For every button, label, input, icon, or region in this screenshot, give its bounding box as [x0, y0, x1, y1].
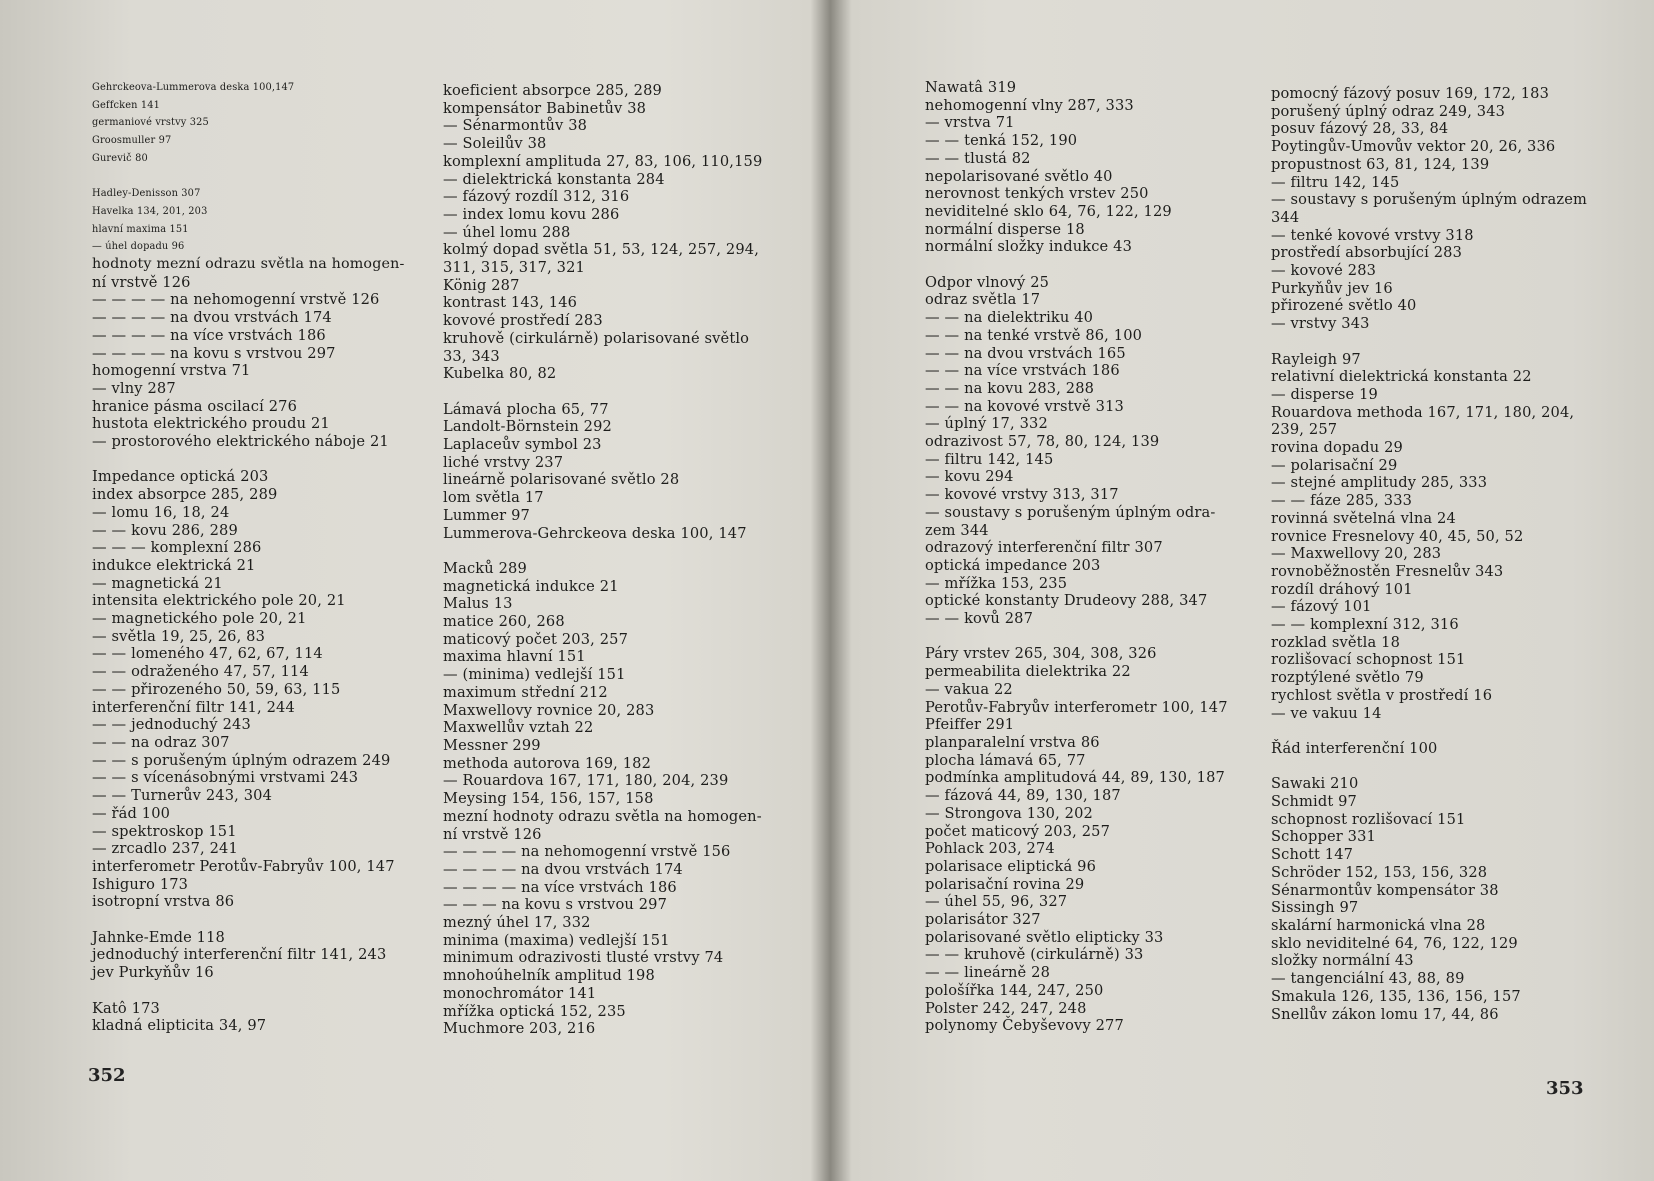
- index-entry: kovové prostředí 283: [443, 312, 603, 330]
- index-entry: Páry vrstev 265, 304, 308, 326: [925, 645, 1157, 663]
- index-entry: mezní hodnoty odrazu světla na homogen-: [443, 807, 762, 825]
- index-entry: prostředí absorbující 283: [1271, 244, 1463, 262]
- index-entry: — lomu 16, 18, 24: [92, 503, 230, 521]
- section-gap: [925, 256, 1228, 274]
- index-column: [443, 82, 762, 1038]
- index-column: [92, 79, 404, 1035]
- index-entry: — vakua 22: [925, 680, 1013, 698]
- index-entry: jev Purkyňův 16: [92, 964, 214, 982]
- index-entry: — soustavy s porušeným úplným odrazem: [1271, 191, 1588, 209]
- index-entry: nerovnost tenkých vrstev 250: [925, 185, 1149, 203]
- index-entry: — — kovů 287: [925, 610, 1034, 628]
- index-entry: — — na kovové vrstvě 313: [925, 397, 1124, 415]
- index-entry: nehomogenní vlny 287, 333: [925, 96, 1134, 114]
- index-entry: Purkyňův jev 16: [1271, 279, 1393, 297]
- index-entry: koeficient absorpce 285, 289: [443, 82, 662, 99]
- index-entry: Messner 299: [443, 736, 541, 754]
- index-entry: index absorpce 285, 289: [92, 486, 278, 504]
- index-entry: Schopper 331: [1271, 828, 1376, 846]
- index-entry: — kovové vrstvy 313, 317: [925, 486, 1119, 504]
- index-entry: optické konstanty Drudeovy 288, 347: [925, 592, 1208, 610]
- index-entry: monochromátor 141: [443, 984, 597, 1002]
- index-entry: hlavní maxima 151: [92, 223, 189, 235]
- index-entry: — — na dielektriku 40: [925, 309, 1094, 327]
- index-entry: Laplaceův symbol 23: [443, 436, 602, 454]
- index-entry: germaniové vrstvy 325: [92, 117, 209, 129]
- section-gap: [92, 168, 404, 186]
- index-entry: indukce elektrická 21: [92, 556, 256, 574]
- index-entry: rovinná světelná vlna 24: [1271, 509, 1456, 527]
- index-entry: — úhel 55, 96, 327: [925, 893, 1068, 911]
- index-entry: Ishiguro 173: [92, 875, 189, 893]
- index-entry: — — — komplexní 286: [92, 539, 262, 557]
- index-entry: — — odraženého 47, 57, 114: [92, 663, 309, 681]
- section-gap: [92, 982, 404, 1000]
- index-entry: — řád 100: [92, 804, 171, 822]
- index-entry: — vrstva 71: [925, 114, 1015, 132]
- index-entry: maticový počet 203, 257: [443, 630, 629, 648]
- index-entry: Meysing 154, 156, 157, 158: [443, 790, 654, 808]
- index-entry: nepolarisované světlo 40: [925, 167, 1113, 185]
- index-entry: — — — — na kovu s vrstvou 297: [92, 344, 336, 362]
- index-entry: Sénarmontův kompensátor 38: [1271, 881, 1499, 899]
- index-entry: — — kruhově (cirkulárně) 33: [925, 946, 1144, 964]
- index-entry: rozlišovací schopnost 151: [1271, 651, 1466, 669]
- index-entry: — — na dvou vrstvách 165: [925, 344, 1126, 362]
- index-entry: Lummerova-Gehrckeova deska 100, 147: [443, 524, 747, 542]
- index-entry: ní vrstvě 126: [443, 825, 542, 843]
- index-entry: přirozené světlo 40: [1271, 297, 1417, 315]
- index-entry: Kubelka 80, 82: [443, 365, 557, 383]
- index-entry: — dielektrická konstanta 284: [443, 170, 665, 188]
- index-entry: interferenční filtr 141, 244: [92, 698, 295, 716]
- index-entry: — — lineárně 28: [925, 964, 1051, 982]
- index-entry: — vrstvy 343: [1271, 315, 1370, 333]
- index-entry: polynomy Čebyševovy 277: [925, 1017, 1124, 1035]
- index-entry: Groosmuller 97: [92, 135, 172, 147]
- index-entry: mřížka optická 152, 235: [443, 1002, 626, 1020]
- index-entry: pomocný fázový posuv 169, 172, 183: [1271, 85, 1550, 102]
- index-entry: — — Turnerův 243, 304: [92, 787, 273, 805]
- index-entry: — — na tenké vrstvě 86, 100: [925, 326, 1143, 344]
- index-entry: — fázová 44, 89, 130, 187: [925, 787, 1121, 805]
- index-entry: — — na odraz 307: [92, 733, 230, 751]
- index-entry: Rouardova methoda 167, 171, 180, 204,: [1271, 403, 1575, 421]
- index-entry: polarisované světlo elipticky 33: [925, 928, 1164, 946]
- index-entry: polarisátor 327: [925, 911, 1041, 929]
- index-entry: — filtru 142, 145: [925, 450, 1054, 468]
- index-entry: 344: [1271, 208, 1300, 226]
- index-entry: kontrast 143, 146: [443, 294, 578, 312]
- index-entry: — spektroskop 151: [92, 822, 237, 840]
- index-entry: rozdíl dráhový 101: [1271, 580, 1413, 598]
- index-entry: polarisace eliptická 96: [925, 857, 1097, 875]
- index-entry: kruhově (cirkulárně) polarisované světlo: [443, 329, 750, 347]
- index-entry: — tangenciální 43, 88, 89: [1271, 970, 1465, 988]
- index-entry: Poytingův-Umovův vektor 20, 26, 336: [1271, 138, 1556, 156]
- index-entry: jednoduchý interferenční filtr 141, 243: [92, 946, 387, 964]
- index-entry: — polarisační 29: [1271, 456, 1398, 474]
- index-column: [925, 79, 1228, 1035]
- index-entry: — ve vakuu 14: [1271, 704, 1382, 722]
- index-entry: — magnetického pole 20, 21: [92, 610, 307, 628]
- index-entry: Nawatâ 319: [925, 79, 1017, 96]
- index-entry: porušený úplný odraz 249, 343: [1271, 102, 1506, 120]
- index-entry: Hadley-Denisson 307: [92, 188, 201, 200]
- index-entry: hranice pásma oscilací 276: [92, 397, 298, 415]
- index-entry: Sawaki 210: [1271, 775, 1359, 793]
- index-entry: skalární harmonická vlna 28: [1271, 917, 1486, 934]
- index-entry: — — — — na více vrstvách 186: [443, 878, 677, 896]
- index-entry: Muchmore 203, 216: [443, 1020, 596, 1038]
- index-entry: neviditelné sklo 64, 76, 122, 129: [925, 202, 1172, 220]
- index-entry: rovnice Fresnelovy 40, 45, 50, 52: [1271, 527, 1524, 545]
- index-entry: — — s vícenásobnými vrstvami 243: [92, 769, 359, 787]
- section-gap: [925, 628, 1228, 646]
- page-number: 353: [1546, 1078, 1584, 1099]
- index-entry: Schott 147: [1271, 846, 1354, 864]
- index-column: [1271, 85, 1587, 1023]
- index-entry: Pfeiffer 291: [925, 716, 1015, 734]
- index-entry: lom světla 17: [443, 489, 544, 507]
- index-entry: — — přirozeného 50, 59, 63, 115: [92, 680, 341, 698]
- index-entry: — úplný 17, 332: [925, 415, 1048, 433]
- index-entry: posuv fázový 28, 33, 84: [1271, 120, 1449, 138]
- index-entry: složky normální 43: [1271, 952, 1414, 970]
- index-entry: — Rouardova 167, 171, 180, 204, 239: [443, 772, 729, 790]
- index-entry: matice 260, 268: [443, 613, 565, 631]
- index-entry: Landolt-Börnstein 292: [443, 418, 612, 436]
- index-entry: Řád interferenční 100: [1271, 739, 1438, 757]
- index-entry: — Sénarmontův 38: [443, 117, 588, 135]
- index-entry: — — s porušeným úplným odrazem 249: [92, 751, 391, 769]
- index-entry: — fázový rozdíl 312, 316: [443, 188, 630, 206]
- index-entry: 239, 257: [1271, 421, 1338, 439]
- index-entry: — — fáze 285, 333: [1271, 492, 1413, 510]
- section-gap: [1271, 333, 1587, 351]
- index-entry: — filtru 142, 145: [1271, 173, 1400, 191]
- index-entry: isotropní vrstva 86: [92, 893, 235, 911]
- index-entry: Snellův zákon lomu 17, 44, 86: [1271, 1005, 1499, 1023]
- index-entry: rovina dopadu 29: [1271, 439, 1403, 457]
- index-entry: — — lomeného 47, 62, 67, 114: [92, 645, 323, 663]
- index-entry: Lummer 97: [443, 506, 530, 524]
- index-entry: — světla 19, 25, 26, 83: [92, 627, 266, 645]
- index-entry: Sissingh 97: [1271, 899, 1359, 917]
- index-entry: — kovu 294: [925, 468, 1014, 486]
- right-page: [852, 0, 1654, 1181]
- index-entry: Schröder 152, 153, 156, 328: [1271, 863, 1488, 881]
- index-entry: ní vrstvě 126: [92, 273, 191, 291]
- index-entry: Jahnke-Emde 118: [92, 928, 225, 946]
- index-entry: — fázový 101: [1271, 598, 1372, 616]
- index-entry: Macků 289: [443, 559, 527, 577]
- index-entry: — Strongova 130, 202: [925, 804, 1093, 822]
- index-entry: 33, 343: [443, 347, 500, 365]
- index-entry: Gehrckeova-Lummerova deska 100,147: [92, 82, 295, 93]
- index-entry: propustnost 63, 81, 124, 139: [1271, 155, 1490, 173]
- index-entry: permeabilita dielektrika 22: [925, 663, 1131, 681]
- index-entry: Schmidt 97: [1271, 793, 1357, 811]
- index-entry: pološířka 144, 247, 250: [925, 981, 1104, 999]
- index-entry: Perotův-Fabryův interferometr 100, 147: [925, 698, 1228, 716]
- section-gap: [443, 383, 762, 401]
- index-entry: Lámavá plocha 65, 77: [443, 400, 609, 418]
- index-entry: — — — — na více vrstvách 186: [92, 326, 326, 344]
- index-entry: Havelka 134, 201, 203: [92, 205, 208, 217]
- index-entry: maximum střední 212: [443, 683, 608, 701]
- index-entry: — — na více vrstvách 186: [925, 362, 1120, 380]
- index-entry: — — tlustá 82: [925, 149, 1031, 167]
- index-entry: — — — na kovu s vrstvou 297: [443, 896, 668, 914]
- index-entry: methoda autorova 169, 182: [443, 754, 652, 772]
- index-entry: počet maticový 203, 257: [925, 822, 1111, 840]
- index-entry: komplexní amplituda 27, 83, 106, 110,159: [443, 152, 763, 170]
- index-entry: rozptýlené světlo 79: [1271, 669, 1424, 687]
- index-entry: — — tenká 152, 190: [925, 132, 1078, 150]
- index-entry: rovnoběžnostěn Fresnelův 343: [1271, 562, 1504, 580]
- section-gap: [1271, 758, 1587, 776]
- index-entry: schopnost rozlišovací 151: [1271, 810, 1466, 828]
- section-gap: [92, 911, 404, 929]
- index-entry: — zrcadlo 237, 241: [92, 840, 238, 858]
- index-entry: kompensátor Babinetův 38: [443, 99, 647, 117]
- index-entry: Gurevič 80: [92, 152, 148, 164]
- index-entry: — — komplexní 312, 316: [1271, 616, 1459, 634]
- index-entry: — stejné amplitudy 285, 333: [1271, 474, 1488, 492]
- index-entry: — — — — na nehomogenní vrstvě 156: [443, 843, 731, 861]
- index-entry: magnetická indukce 21: [443, 577, 619, 595]
- index-entry: podmínka amplitudová 44, 89, 130, 187: [925, 769, 1225, 787]
- index-entry: — disperse 19: [1271, 385, 1378, 403]
- index-entry: Odpor vlnový 25: [925, 273, 1050, 291]
- index-entry: — soustavy s porušeným úplným odra-: [925, 503, 1216, 521]
- index-entry: liché vrstvy 237: [443, 453, 564, 471]
- index-entry: Smakula 126, 135, 136, 156, 157: [1271, 987, 1521, 1005]
- index-entry: minima (maxima) vedlejší 151: [443, 931, 670, 949]
- index-entry: minimum odrazivosti tlusté vrstvy 74: [443, 949, 724, 967]
- index-entry: Rayleigh 97: [1271, 350, 1361, 368]
- index-entry: odraz světla 17: [925, 291, 1041, 309]
- index-entry: plocha lámavá 65, 77: [925, 751, 1086, 769]
- index-entry: Maxwellův vztah 22: [443, 719, 594, 737]
- index-entry: — — — — na nehomogenní vrstvě 126: [92, 291, 380, 309]
- index-entry: sklo neviditelné 64, 76, 122, 129: [1271, 934, 1518, 952]
- index-entry: mezný úhel 17, 332: [443, 914, 591, 932]
- index-entry: — — jednoduchý 243: [92, 716, 251, 734]
- index-entry: odrazový interferenční filtr 307: [925, 539, 1163, 557]
- index-entry: hustota elektrického proudu 21: [92, 415, 330, 433]
- index-entry: — úhel lomu 288: [443, 223, 571, 241]
- index-entry: rychlost světla v prostředí 16: [1271, 686, 1493, 704]
- index-entry: Polster 242, 247, 248: [925, 999, 1087, 1017]
- index-entry: mnohoúhelník amplitud 198: [443, 967, 655, 985]
- index-entry: — index lomu kovu 286: [443, 205, 620, 223]
- index-entry: Maxwellovy rovnice 20, 283: [443, 701, 655, 719]
- index-entry: — Maxwellovy 20, 283: [1271, 545, 1442, 563]
- section-gap: [1271, 722, 1587, 740]
- index-entry: zem 344: [925, 521, 989, 539]
- index-entry: — tenké kovové vrstvy 318: [1271, 226, 1474, 244]
- index-entry: kolmý dopad světla 51, 53, 124, 257, 294,: [443, 241, 760, 259]
- index-entry: optická impedance 203: [925, 556, 1101, 574]
- index-entry: — magnetická 21: [92, 574, 223, 592]
- index-entry: Malus 13: [443, 595, 513, 613]
- index-entry: lineárně polarisované světlo 28: [443, 471, 680, 489]
- index-entry: polarisační rovina 29: [925, 875, 1085, 893]
- index-entry: odrazivost 57, 78, 80, 124, 139: [925, 433, 1160, 451]
- index-entry: — Soleilův 38: [443, 135, 547, 153]
- index-entry: maxima hlavní 151: [443, 648, 586, 666]
- index-entry: planparalelní vrstva 86: [925, 733, 1100, 751]
- index-entry: — — — — na dvou vrstvách 174: [443, 860, 683, 878]
- index-entry: — úhel dopadu 96: [92, 241, 185, 253]
- index-entry: Geffcken 141: [92, 99, 161, 111]
- index-entry: — (minima) vedlejší 151: [443, 666, 626, 684]
- index-entry: — — kovu 286, 289: [92, 521, 238, 539]
- index-entry: Katô 173: [92, 999, 160, 1017]
- index-entry: relativní dielektrická konstanta 22: [1271, 368, 1532, 386]
- index-entry: 311, 315, 317, 321: [443, 259, 585, 277]
- index-entry: — prostorového elektrického náboje 21: [92, 433, 389, 451]
- index-entry: — mřížka 153, 235: [925, 574, 1068, 592]
- index-entry: hodnoty mezní odrazu světla na homogen-: [92, 256, 405, 273]
- index-entry: kladná elipticita 34, 97: [92, 1017, 267, 1035]
- index-entry: normální disperse 18: [925, 220, 1085, 238]
- index-entry: — — — — na dvou vrstvách 174: [92, 309, 332, 327]
- index-entry: interferometr Perotův-Fabryův 100, 147: [92, 857, 395, 875]
- index-entry: Impedance optická 203: [92, 468, 269, 486]
- index-entry: normální složky indukce 43: [925, 238, 1133, 256]
- index-entry: rozklad světla 18: [1271, 633, 1401, 651]
- section-gap: [443, 542, 762, 560]
- index-entry: — — na kovu 283, 288: [925, 379, 1095, 397]
- section-gap: [92, 451, 404, 469]
- index-entry: — kovové 283: [1271, 262, 1377, 280]
- index-entry: König 287: [443, 276, 520, 294]
- index-entry: intensita elektrického pole 20, 21: [92, 592, 346, 610]
- index-entry: Pohlack 203, 274: [925, 840, 1055, 858]
- index-entry: — vlny 287: [92, 379, 176, 397]
- index-entry: homogenní vrstva 71: [92, 362, 251, 380]
- page-number: 352: [88, 1065, 126, 1086]
